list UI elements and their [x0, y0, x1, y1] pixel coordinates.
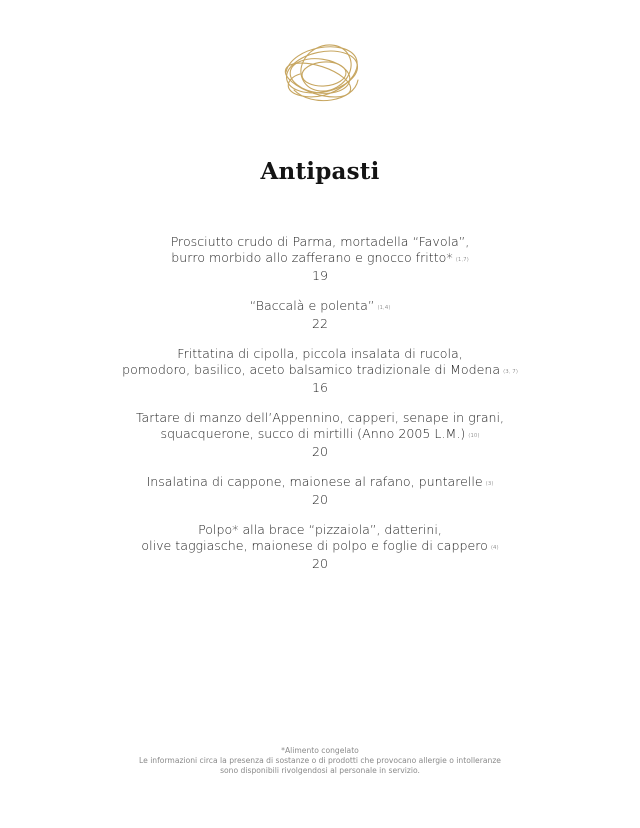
- menu-item: [0, 410, 640, 460]
- section-title: Antipasti: [260, 158, 380, 185]
- allergen-codes: (1,7): [455, 257, 469, 263]
- allergen-codes: (3, 7): [503, 369, 518, 375]
- item-description-line: squacquerone, succo di mirtilli (Anno 2005 L.M.): [160, 426, 466, 441]
- item-description-line: Insalatina di cappone, maionese al rafano, puntarelle: [146, 474, 483, 489]
- gold-scribble-logo-icon: [272, 32, 368, 116]
- menu-item: [0, 474, 640, 508]
- item-description-line: Tartare di manzo dell’Appennino, capperi, senape in grani,: [135, 410, 505, 425]
- item-description-line: Frittatina di cipolla, piccola insalata di rucola,: [177, 346, 463, 361]
- menu-item: [0, 522, 640, 572]
- item-description-line: olive taggiasche, maionese di polpo e foglie di cappero: [141, 538, 488, 553]
- menu-item: [0, 298, 640, 332]
- footer-notes: [0, 746, 640, 776]
- menu-item: [0, 346, 640, 396]
- allergen-codes: (1,4): [377, 305, 391, 311]
- allergen-codes: (10): [468, 433, 480, 439]
- item-description-line: Polpo* alla brace “pizzaiola”, datterini,: [198, 522, 442, 537]
- allergen-codes: (4): [490, 545, 499, 551]
- item-price: 16: [311, 380, 329, 395]
- frozen-food-note: *Alimento congelato: [281, 746, 359, 755]
- item-description-line: burro morbido allo zafferano e gnocco fritto*: [171, 250, 453, 265]
- item-description-line: Prosciutto crudo di Parma, mortadella “Favola”,: [170, 234, 470, 249]
- item-description-line: “Baccalà e polenta”: [249, 298, 375, 313]
- item-price: 22: [311, 316, 329, 331]
- menu-item: [0, 234, 640, 284]
- item-price: 20: [311, 556, 329, 571]
- item-description-line: pomodoro, basilico, aceto balsamico tradizionale di Modena: [122, 362, 501, 377]
- item-price: 20: [311, 492, 329, 507]
- item-price: 20: [311, 444, 329, 459]
- item-price: 19: [311, 268, 329, 283]
- allergen-codes: (3): [485, 481, 494, 487]
- menu-list: [0, 234, 640, 572]
- allergen-info-line: Le informazioni circa la presenza di sostanze o di prodotti che provocano allergie o intolleranze: [139, 756, 501, 765]
- allergen-info-line: sono disponibili rivolgendosi al personale in servizio.: [220, 766, 420, 775]
